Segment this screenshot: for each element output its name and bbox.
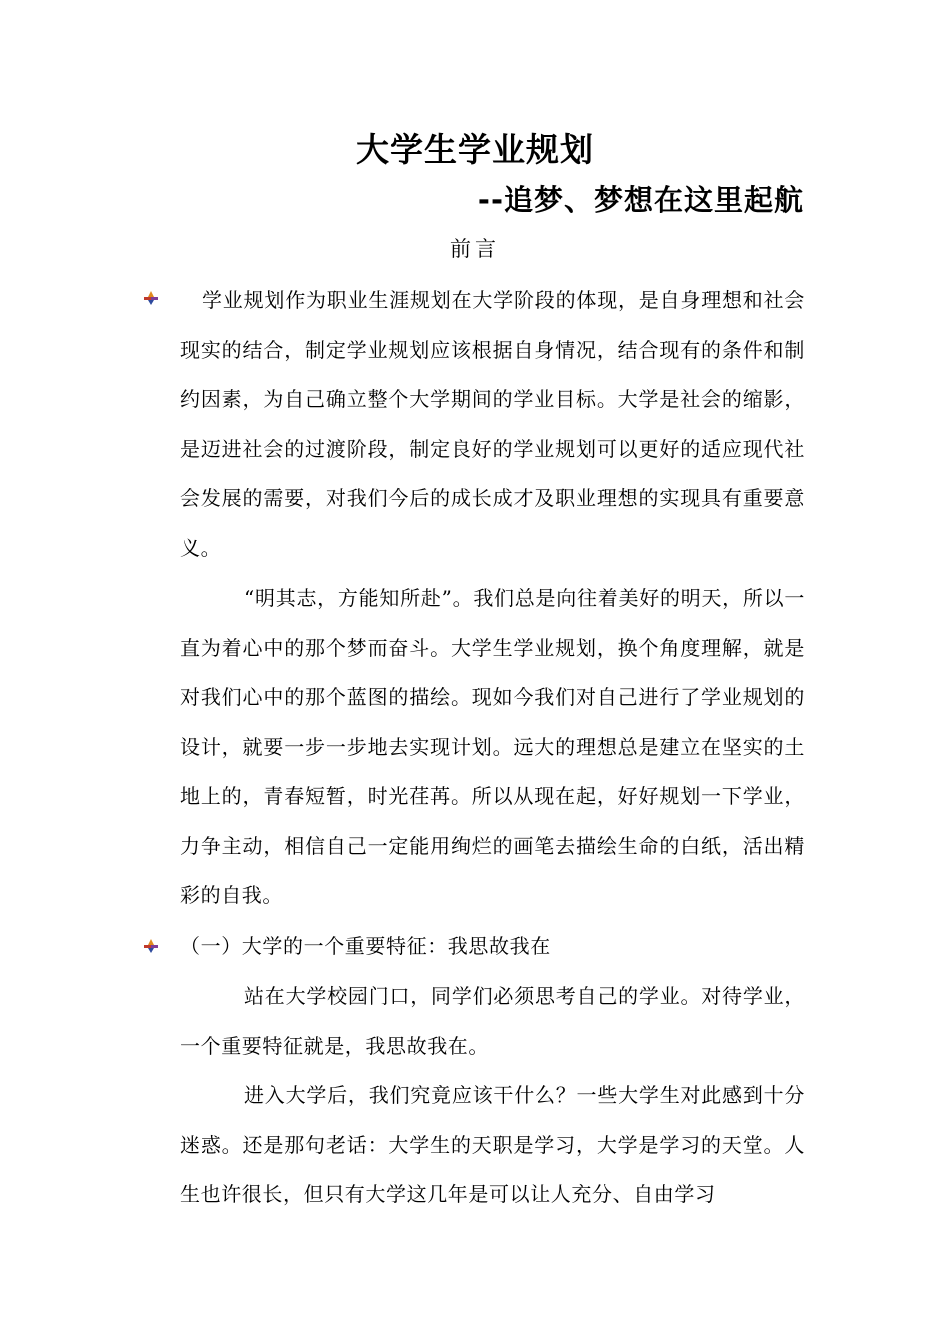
paragraph-dream: “明其志，方能知所赴”。我们总是向往着美好的明天，所以一直为着心中的那个梦而奋斗。大学生学业规划，换个角度理解，就是对我们心中的那个蓝图的描绘。现如今我们对自己进行了学业规划的设计，就要一步一步地去实现计划。远大的理想总是建立在坚实的土地上的，青春短暂，时光荏苒。所以从现在起，好好规划一下学业，力争主动，相信自己一定能用绚烂的画笔去描绘生命的白纸，活出精彩的自我。: [180, 586, 805, 907]
paragraph-intro: 学业规划作为职业生涯规划在大学阶段的体现，是自身理想和社会现实的结合，制定学业规划应该根据自身情况，结合现有的条件和制约因素，为自己确立整个大学期间的学业目标。大学是社会的缩影，是迈进社会的过渡阶段，制定良好的学业规划可以更好的适应现代社会发展的需要，对我们今后的成长成才及职业理想的实现具有重要意义。: [180, 288, 805, 560]
bullet-icon: [143, 291, 159, 305]
paragraph-campus: 站在大学校园门口，同学们必须思考自己的学业。对待学业，一个重要特征就是，我思故我在。: [180, 984, 805, 1058]
preface-heading: 前言: [450, 237, 500, 261]
bullet-icon: [143, 939, 159, 953]
document-subtitle: --追梦、梦想在这里起航: [477, 183, 804, 217]
document-title: 大学生学业规划: [356, 130, 594, 169]
paragraph-study: 进入大学后，我们究竟应该干什么？一些大学生对此感到十分迷惑。还是那句老话：大学生的天职是学习，大学是学习的天堂。人生也许很长，但只有大学这几年是可以让人充分、自由学习: [180, 1083, 805, 1206]
section-heading: （一）大学的一个重要特征：我思故我在: [180, 934, 551, 958]
